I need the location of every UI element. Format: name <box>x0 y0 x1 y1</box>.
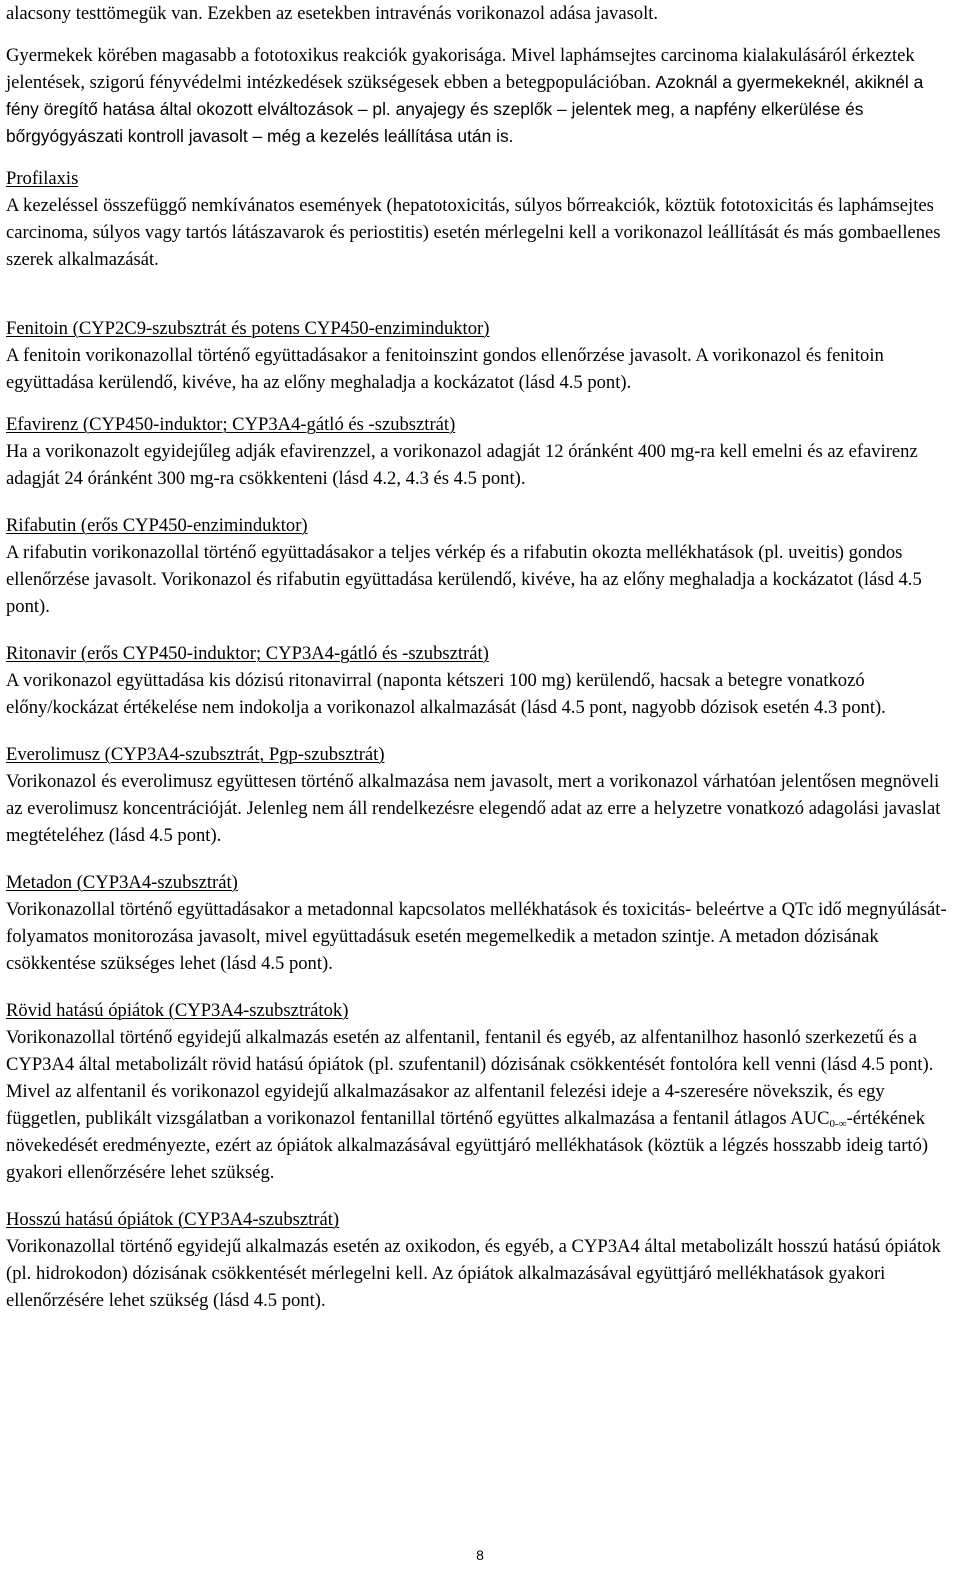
paragraph-gap <box>6 492 956 512</box>
paragraph-gap <box>6 849 956 869</box>
children-phototoxicity-text: Gyermekek körében magasabb a fototoxikus reakciók gyakorisága. Mivel laphámsejtes carcinoma kialakulásáról érkeztek jelentések, szigorú fényvédelmi intézkedések szükségesek ebben a betegpopulációban. <box>6 45 915 93</box>
section-body-hosszu-hatasu-opiatok: Vorikonazollal történő egyidejű alkalmazás esetén az oxikodon, és egyéb, a CYP3A4 által metabolizált hosszú hatású ópiátok (pl. hidrokodon) dózisának csökkentését mérlegelni kell. Az ópiátok alkalmazásával együttjáró mellékhatások gyakori ellenőrzésére lehet szükség (lásd 4.5 pont). <box>6 1236 941 1311</box>
section-body-ritonavir: A vorikonazol együttadása kis dózisú ritonavirral (naponta kétszeri 100 mg) kerülendő, hacsak a betegre vonatkozó előny/kockázat értékelése nem indokolja a vorikonazol alkalmazását (lásd 4.5 pont, nagyobb dózisok esetén 4.3 pont). <box>6 670 886 718</box>
section-body-rovid-hatasu-opiatok <box>6 1024 956 1186</box>
section-body-everolimusz: Vorikonazol és everolimusz együttesen történő alkalmazása nem javasolt, mert a vorikonazol várhatóan jelentősen megnöveli az everolimusz koncentrációját. Jelenleg nem áll rendelkezésre elegendő adat az erre a helyzetre vonatkozó adagolási javaslat megtételéhez (lásd 4.5 pont). <box>6 771 941 846</box>
section-body-profilaxis: A kezeléssel összefüggő nemkívánatos események (hepatotoxicitás, súlyos bőrreakciók, köztük fototoxicitás és laphámsejtes carcinoma, súlyos vagy tartós látászavarok és periostitis) esetén mérlegelni kell a vorikonazol leállítását és más gombaellenes szerek alkalmazását. <box>6 195 941 270</box>
auc-subscript: 0-∞ <box>829 1118 847 1130</box>
children-photoaging-text: Azoknál a gyermekeknél, akiknél a fény öregítő hatása által okozott elváltozások – pl. anyajegy és szeplők – jelentek meg, a napfény elkerülése és bőrgyógyászati kontroll javasolt – még a kezelés leállítása után is. <box>6 72 924 146</box>
paragraph-gap <box>6 27 956 42</box>
section-body-efavirenz: Ha a vorikonazolt egyidejűleg adják efavirenzzel, a vorikonazol adagját 12 óránként 400 mg-ra kell emelni és az efavirenz adagját 24 óránként 300 mg-ra csökkenteni (lásd 4.2, 4.3 és 4.5 pont). <box>6 441 918 489</box>
paragraph-gap <box>6 620 956 640</box>
paragraph-gap <box>6 1186 956 1206</box>
intro-line: alacsony testtömegük van. Ezekben az esetekben intravénás vorikonazol adása javasolt. <box>6 3 659 24</box>
section-body-fenitoin: A fenitoin vorikonazollal történő együttadásakor a fenitoinszint gondos ellenőrzése javasolt. A vorikonazol és fenitoin együttadása kerülendő, kivéve, ha az előny meghaladja a kockázatot (lásd 4.5 pont). <box>6 345 884 393</box>
paragraph-gap <box>6 721 956 741</box>
section-body-metadon: Vorikonazollal történő együttadásakor a metadonnal kapcsolatos mellékhatások és toxicitás- beleértve a QTc idő megnyúlását- folyamatos monitorozása javasolt, mivel együttadásuk esetén megemelkedik a metadon szintje. A metadon dózisának csökkentése szükséges lehet (lásd 4.5 pont). <box>6 899 947 974</box>
page-number: 8 <box>476 1547 484 1563</box>
section-heading-fenitoin: Fenitoin (CYP2C9-szubsztrát és potens CYP450-enziminduktor) <box>6 318 490 339</box>
opiate-text-before-auc: Vorikonazollal történő egyidejű alkalmazás esetén az alfentanil, fentanil és egyéb, az alfentanilhoz hasonló szerkezetű és a CYP3A4 által metabolizált rövid hatású ópiátok (pl. szufentanil) dózisának csökkentését fontolóra kell venni (lásd 4.5 pont). Mivel az alfentanil és vorikonazol egyidejű alkalmazásakor az alfentanil felezési ideje a 4-szeresére növekszik, és egy független, publikált vizsgálatban a vorikonazol fentanillal történő együttes alkalmazása a fentanil átlagos AUC <box>6 1027 934 1129</box>
section-heading-ritonavir: Ritonavir (erős CYP450-induktor; CYP3A4-gátló és -szubsztrát) <box>6 643 489 664</box>
paragraph-gap <box>6 396 956 411</box>
section-heading-efavirenz: Efavirenz (CYP450-induktor; CYP3A4-gátló és -szubsztrát) <box>6 414 456 435</box>
paragraph-gap <box>6 977 956 997</box>
opiate-text-after-auc: -értékének növekedését eredményezte, ezért az ópiátok alkalmazásával együttjáró mellékhatások (köztük a légzés hosszabb ideig tartó) gyakori ellenőrzésére lehet szükség. <box>6 1108 929 1183</box>
children-phototoxicity-paragraph <box>6 42 956 150</box>
paragraph-gap <box>6 150 956 165</box>
section-body-rifabutin: A rifabutin vorikonazollal történő együttadásakor a teljes vérkép és a rifabutin okozta mellékhatások (pl. uveitis) gondos ellenőrzése javasolt. Vorikonazol és rifabutin együttadása kerülendő, kivéve, ha az előny meghaladja a kockázatot (lásd 4.5 pont). <box>6 542 922 617</box>
section-heading-everolimusz: Everolimusz (CYP3A4-szubsztrát, Pgp-szubsztrát) <box>6 744 385 765</box>
paragraph-gap <box>6 273 956 315</box>
section-heading-metadon: Metadon (CYP3A4-szubsztrát) <box>6 872 238 893</box>
section-heading-hosszu-hatasu-opiatok: Hosszú hatású ópiátok (CYP3A4-szubsztrát) <box>6 1209 340 1230</box>
section-heading-rifabutin: Rifabutin (erős CYP450-enziminduktor) <box>6 515 308 536</box>
section-heading-profilaxis: Profilaxis <box>6 168 79 189</box>
section-heading-rovid-hatasu-opiatok: Rövid hatású ópiátok (CYP3A4-szubsztrátok) <box>6 1000 349 1021</box>
document-page <box>6 0 956 1314</box>
